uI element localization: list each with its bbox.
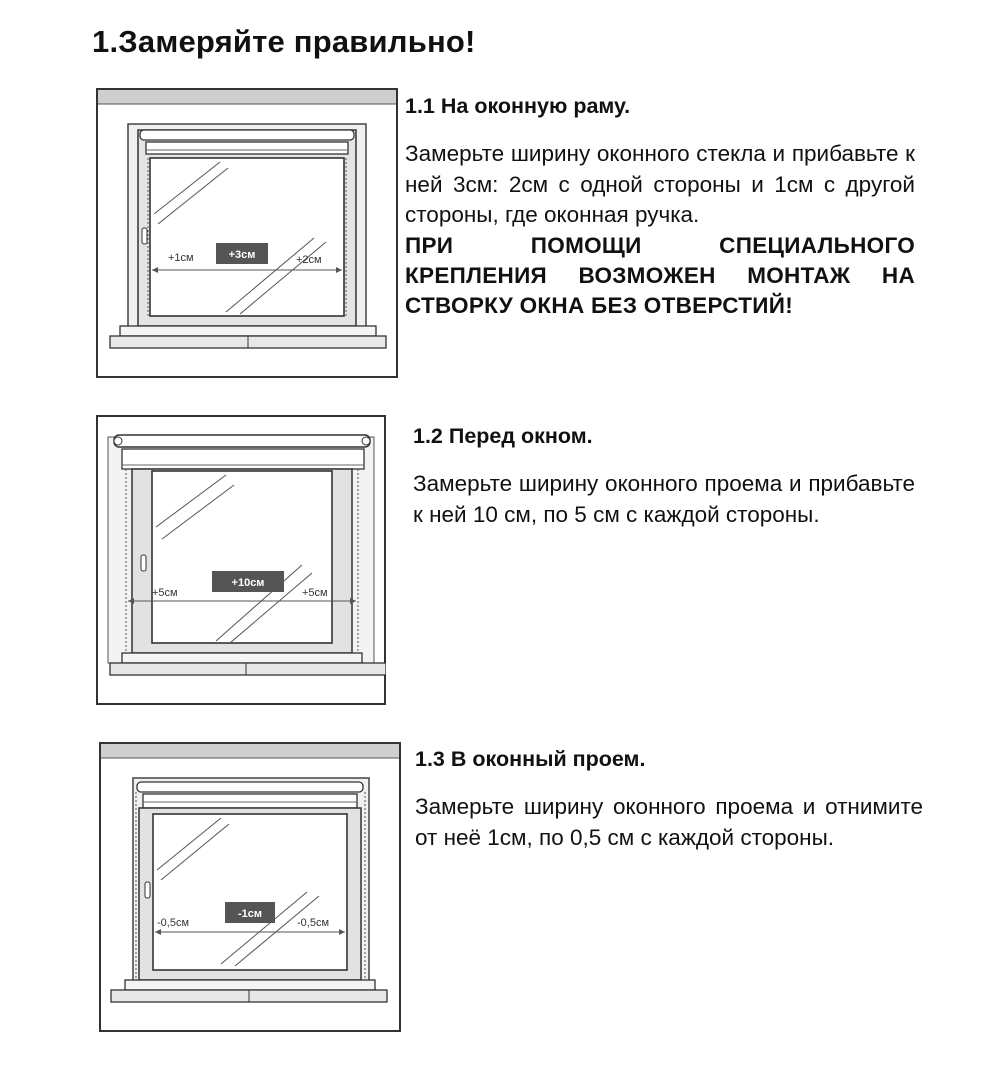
section-body: Замерьте ширину оконного проема и отнимите от неё 1см, по 0,5 см с каждой стороны. <box>415 794 923 850</box>
section-heading: 1.1 На оконную раму. <box>405 94 631 118</box>
right-measure-label: -0,5см <box>297 917 330 929</box>
section-heading: 1.2 Перед окном. <box>413 424 593 448</box>
page-title: 1.Замеряйте правильно! <box>92 24 476 59</box>
diagram-front-mount <box>96 415 386 705</box>
diagram-recess-mount <box>99 742 401 1032</box>
left-measure-label: -0,5см <box>157 917 190 929</box>
right-measure-label: +5см <box>302 587 328 599</box>
section-body: Замерьте ширину оконного стекла и прибавьте к ней 3см: 2см с одной стороны и 1см с другой стороны, где оконная ручка. <box>405 141 915 227</box>
section-front-mount <box>413 423 915 530</box>
total-measure-label: +3см <box>228 249 256 261</box>
section-body: Замерьте ширину оконного проема и прибавьте к ней 10 см, по 5 см с каждой стороны. <box>413 471 915 527</box>
mounting-notice: ПРИ ПОМОЩИ СПЕЦИАЛЬНОГО КРЕПЛЕНИЯ ВОЗМОЖЕН МОНТАЖ НА СТВОРКУ ОКНА БЕЗ ОТВЕРСТИЙ! <box>405 232 915 318</box>
total-measure-label: -1см <box>237 908 263 920</box>
section-heading: 1.3 В оконный проем. <box>415 747 646 771</box>
diagram-frame-mount <box>96 88 398 378</box>
left-measure-label: +1см <box>168 252 194 264</box>
left-measure-label: +5см <box>152 587 178 599</box>
section-recess-mount <box>415 746 923 853</box>
total-measure-label: +10см <box>231 577 265 589</box>
right-measure-label: +2см <box>296 254 322 266</box>
section-frame-mount <box>405 93 915 321</box>
